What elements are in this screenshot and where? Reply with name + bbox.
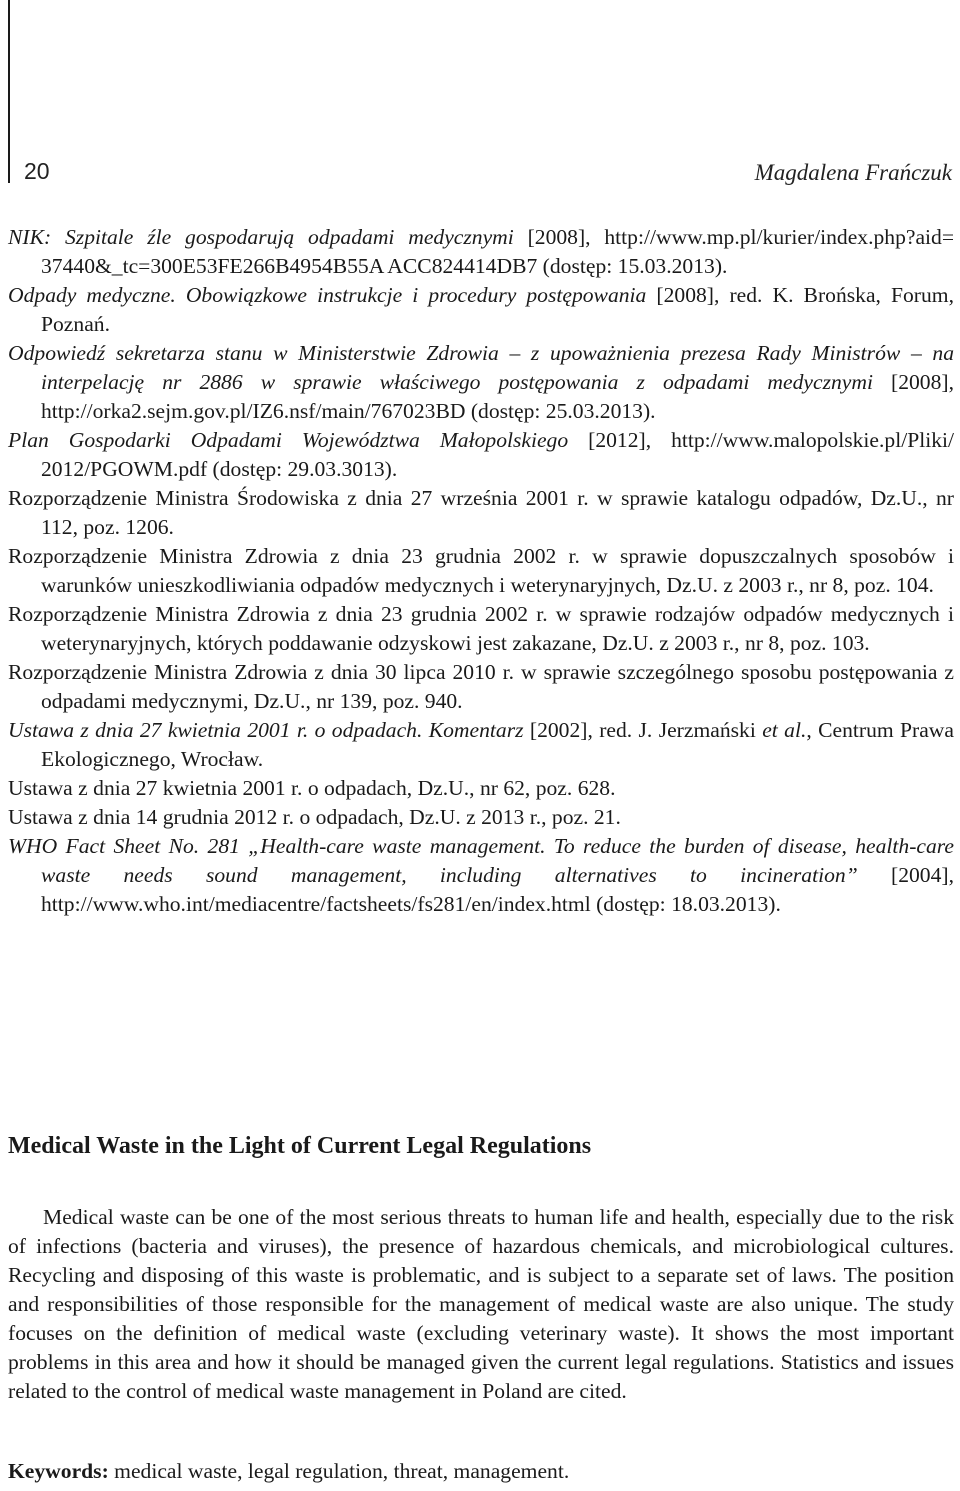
margin-rule bbox=[8, 0, 10, 183]
reference-text: [2008], http://www.mp.pl/kurier/index.php?aid= 37440&_tc=300E53FE266B4954B55A ACC824414DB7 (dostęp: 15.03.2013). bbox=[41, 225, 955, 278]
keywords bbox=[8, 1459, 569, 1484]
reference-text: , Centrum Prawa Ekologicznego, Wrocław. bbox=[41, 718, 954, 771]
reference-entry bbox=[8, 426, 954, 484]
reference-list bbox=[8, 223, 954, 919]
reference-text: Odpady medyczne. Obowiązkowe instrukcje i procedury postępowania bbox=[8, 283, 647, 307]
reference-text: Ustawa z dnia 27 kwietnia 2001 r. o odpadach. Komentarz bbox=[8, 718, 524, 742]
reference-text: [2012], http://www.malopolskie.pl/Pliki/ 2012/PGOWM.pdf (dostęp: 29.03.3013). bbox=[41, 428, 954, 481]
page-number: 20 bbox=[24, 158, 50, 184]
running-head-author: Magdalena Frańczuk bbox=[754, 160, 952, 185]
reference-text: [2008], http://orka2.sejm.gov.pl/IZ6.nsf/main/767023BD (dostęp: 25.03.2013). bbox=[41, 370, 954, 423]
reference-text: [2002], red. J. Jerzmański bbox=[523, 718, 763, 742]
reference-entry bbox=[8, 803, 954, 832]
reference-entry bbox=[8, 339, 954, 426]
reference-text: Odpowiedź sekretarza stanu w Ministerstwie Zdrowia – z upoważnienia prezesa Rady Ministrów – na interpelację nr 2886 w sprawie właściwego postępowania z odpadami medycznymi bbox=[8, 341, 954, 394]
reference-entry bbox=[8, 600, 954, 658]
reference-entry bbox=[8, 658, 954, 716]
keywords-label: Keywords: bbox=[8, 1459, 109, 1483]
reference-entry bbox=[8, 774, 954, 803]
reference-text: NIK: Szpitale źle gospodarują odpadami medycznymi bbox=[8, 225, 514, 249]
reference-text: Plan Gospodarki Odpadami Województwa Małopolskiego bbox=[8, 428, 569, 452]
keywords-text: medical waste, legal regulation, threat, management. bbox=[108, 1459, 570, 1483]
reference-text: Ustawa z dnia 27 kwietnia 2001 r. o odpadach, Dz.U., nr 62, poz. 628. bbox=[8, 776, 616, 800]
article-title: Medical Waste in the Light of Current Legal Regulations bbox=[8, 1133, 592, 1159]
reference-text: [2004], http://www.who.int/mediacentre/factsheets/fs281/en/index.html (dostęp: 18.03.2013). bbox=[41, 863, 954, 916]
reference-text: Ustawa z dnia 14 grudnia 2012 r. o odpadach, Dz.U. z 2013 r., poz. 21. bbox=[8, 805, 621, 829]
reference-entry bbox=[8, 716, 954, 774]
reference-text: [2008], red. K. Brońska, Forum, Poznań. bbox=[41, 283, 954, 336]
reference-text: Rozporządzenie Ministra Zdrowia z dnia 30 lipca 2010 r. w sprawie szczególnego sposobu postępowania z odpadami medycznymi, Dz.U., nr 139, poz. 940. bbox=[8, 660, 954, 713]
reference-text: Rozporządzenie Ministra Środowiska z dnia 27 września 2001 r. w sprawie katalogu odpadów, Dz.U., nr 112, poz. 1206. bbox=[8, 486, 954, 539]
reference-entry bbox=[8, 542, 954, 600]
abstract: Medical waste can be one of the most serious threats to human life and health, especially due to the risk of infections (bacteria and viruses), the presence of hazardous chemicals, and microbiological cultures. Recycling and disposing of this waste is problematic, and is subject to a separate set of laws. The position and responsibilities of those responsible for the management of medical waste are also unique. The study focuses on the definition of medical waste (excluding veterinary waste). It shows the most important problems in this area and how it should be managed given the current legal regulations. Statistics and issues related to the control of medical waste management in Poland are cited. bbox=[8, 1205, 954, 1403]
reference-text: WHO Fact Sheet No. 281 „Health-care waste management. To reduce the burden of disease, health-care waste needs sound management, including alternatives to incineration” bbox=[8, 834, 954, 887]
reference-text: Rozporządzenie Ministra Zdrowia z dnia 23 grudnia 2002 r. w sprawie dopuszczalnych sposobów i warunków unieszkodliwiania odpadów medycznych i weterynaryjnych, Dz.U. z 2003 r., nr 8, poz. 104. bbox=[8, 544, 954, 597]
reference-text: Rozporządzenie Ministra Zdrowia z dnia 23 grudnia 2002 r. w sprawie rodzajów odpadów medycznych i weterynaryjnych, których poddawanie odzyskowi jest zakazane, Dz.U. z 2003 r., nr 8, poz. 103. bbox=[8, 602, 954, 655]
reference-entry bbox=[8, 223, 954, 281]
reference-entry bbox=[8, 281, 954, 339]
reference-entry bbox=[8, 484, 954, 542]
reference-text: et al. bbox=[762, 718, 807, 742]
reference-entry bbox=[8, 832, 954, 919]
